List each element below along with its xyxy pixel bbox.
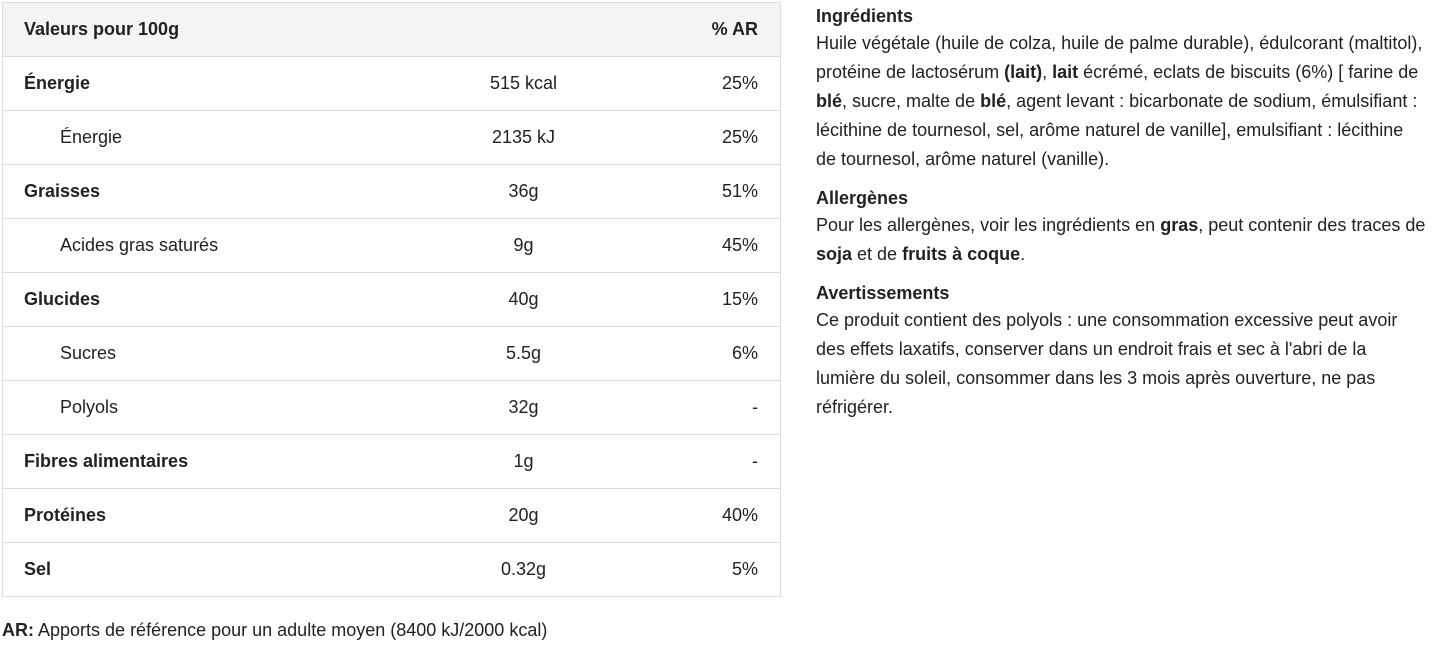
bold-segment: blé (980, 91, 1007, 111)
text-segment: , agent levant : bicarbonate de sodium, émulsifiant : lécithine de tournesol, sel, arôme naturel de vanille], emulsifiant : lécithine de tournesol, arôme naturel (vanille). (816, 91, 1418, 169)
bold-segment: blé (816, 91, 843, 111)
nutrient-name: Sel (3, 543, 403, 597)
product-info (816, 4, 1428, 434)
nutrient-name: Énergie (3, 111, 403, 165)
nutrient-value: 32g (403, 381, 645, 435)
header-value (403, 3, 645, 57)
text-segment: , peut contenir des traces de (1198, 215, 1426, 235)
footnote-text: Apports de référence pour un adulte moyen (8400 kJ/2000 kcal) (34, 620, 548, 640)
text-segment: Pour les allergènes, voir les ingrédients en (816, 215, 1161, 235)
nutrient-ar: 25% (645, 57, 781, 111)
nutrition-table (2, 2, 781, 597)
bold-segment: gras (1160, 215, 1199, 235)
nutrient-value: 1g (403, 435, 645, 489)
nutrient-value: 0.32g (403, 543, 645, 597)
nutrient-name: Protéines (3, 489, 403, 543)
nutrient-ar: 51% (645, 165, 781, 219)
nutrition-row (3, 381, 781, 435)
text-segment: , (1042, 62, 1053, 82)
nutrient-name: Fibres alimentaires (3, 435, 403, 489)
nutrient-name: Acides gras saturés (3, 219, 403, 273)
bold-segment: lait (1052, 62, 1079, 82)
nutrition-row (3, 111, 781, 165)
nutrient-value: 9g (403, 219, 645, 273)
nutrient-name: Polyols (3, 381, 403, 435)
text-segment: Huile végétale (huile de colza, huile de palme durable), édulcorant (maltitol), protéine de lactosérum (816, 33, 1423, 82)
allergens-title: Allergènes (816, 188, 909, 208)
allergens-text (816, 211, 1428, 269)
nutrition-row (3, 543, 781, 597)
warnings-text: Ce produit contient des polyols : une consommation excessive peut avoir des effets laxatifs, conserver dans un endroit frais et sec à l'abri de la lumière du soleil, consommer dans les 3 mois après ouverture, ne pas réfrigérer. (816, 310, 1398, 417)
nutrient-ar: 45% (645, 219, 781, 273)
nutrient-value: 36g (403, 165, 645, 219)
nutrient-ar: 6% (645, 327, 781, 381)
nutrient-value: 20g (403, 489, 645, 543)
bold-segment: (lait) (1004, 62, 1043, 82)
nutrient-value: 40g (403, 273, 645, 327)
nutrient-ar: - (645, 435, 781, 489)
nutrient-ar: 25% (645, 111, 781, 165)
text-segment: écrémé, eclats de biscuits (6%) [ farine de (1078, 62, 1419, 82)
ingredients-text (816, 29, 1428, 174)
ar-footnote (2, 620, 547, 641)
ingredients-title: Ingrédients (816, 6, 914, 26)
nutrition-row (3, 273, 781, 327)
nutrient-ar: 40% (645, 489, 781, 543)
nutrition-row (3, 57, 781, 111)
header-label: Valeurs pour 100g (3, 3, 403, 57)
nutrient-name: Sucres (3, 327, 403, 381)
nutrient-value: 2135 kJ (403, 111, 645, 165)
text-segment: . (1020, 244, 1026, 264)
nutrition-row (3, 219, 781, 273)
nutrition-row (3, 489, 781, 543)
nutrient-ar: - (645, 381, 781, 435)
nutrition-row (3, 435, 781, 489)
bold-segment: soja (816, 244, 853, 264)
nutrient-value: 5.5g (403, 327, 645, 381)
text-segment: et de (852, 244, 903, 264)
bold-segment: fruits à coque (902, 244, 1021, 264)
warnings-title: Avertissements (816, 283, 950, 303)
nutrient-ar: 15% (645, 273, 781, 327)
footnote-label: AR: (2, 620, 34, 640)
nutrition-row (3, 165, 781, 219)
nutrient-name: Graisses (3, 165, 403, 219)
nutrition-table-container (2, 2, 780, 597)
nutrient-value: 515 kcal (403, 57, 645, 111)
nutrient-name: Énergie (3, 57, 403, 111)
header-ar: % AR (645, 3, 781, 57)
nutrition-table-header (3, 3, 781, 57)
nutrient-ar: 5% (645, 543, 781, 597)
text-segment: , sucre, malte de (842, 91, 981, 111)
nutrient-name: Glucides (3, 273, 403, 327)
nutrition-row (3, 327, 781, 381)
